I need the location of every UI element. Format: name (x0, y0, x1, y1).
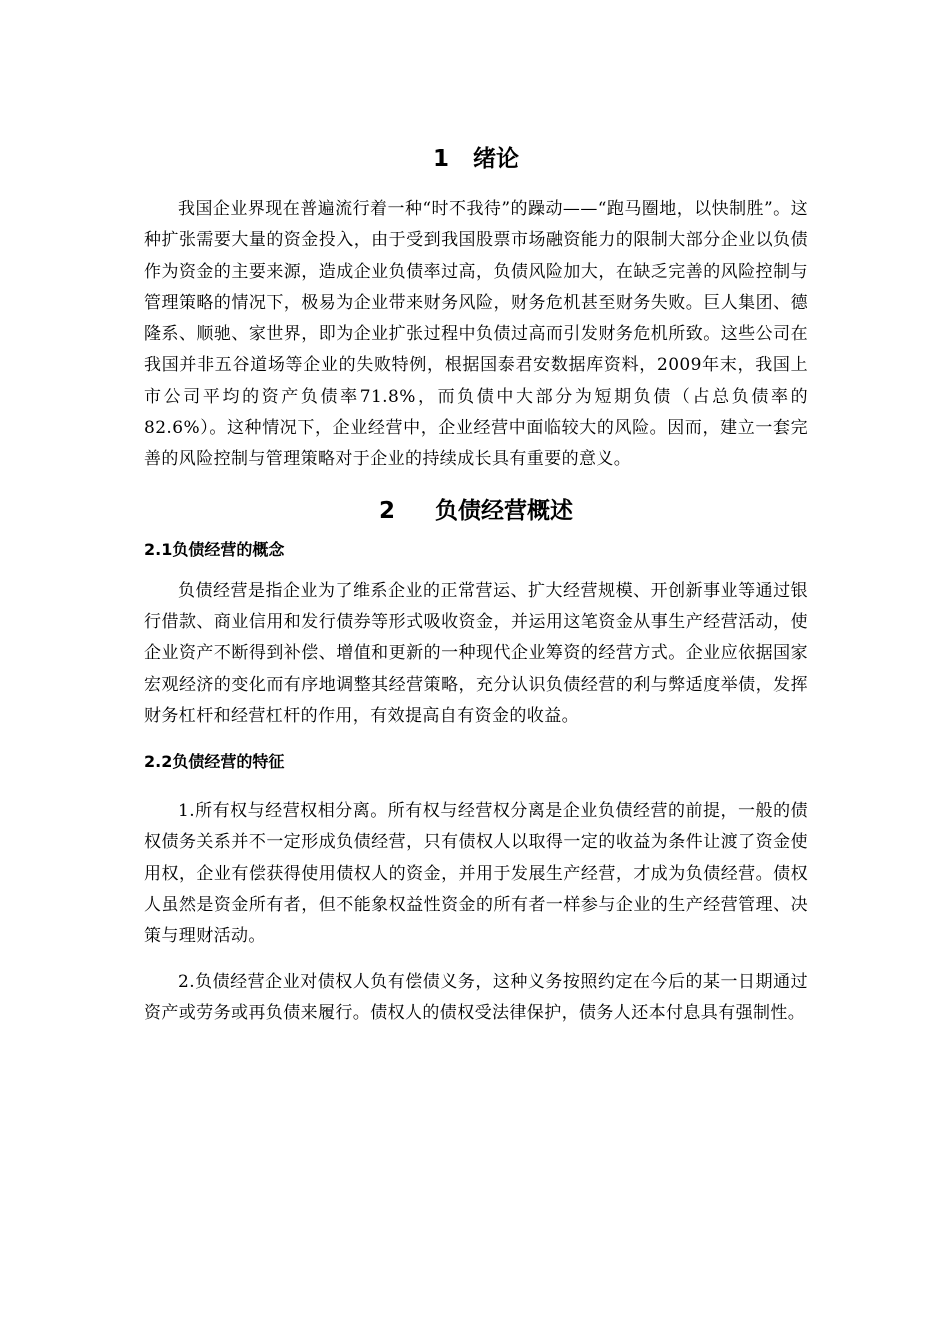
chapter-2-title (144, 490, 808, 532)
section-2-2-item-1: 1.所有权与经营权相分离。所有权与经营权分离是企业负债经营的前提，一般的债权债务关系并不一定形成负债经营，只有债权人以取得一定的收益为条件让渡了资金使用权，企业有偿获得使用债权人的资金，并用于发展生产经营，才成为负债经营。债权人虽然是资金所有者，但不能象权益性资金的所有者一样参与企业的生产经营管理、决策与理财活动。 (144, 801, 808, 947)
section-2-2-item-2: 2.负债经营企业对债权人负有偿债义务，这种义务按照约定在今后的某一日期通过资产或劳务或再负债来履行。债权人的债权受法律保护，债务人还本付息具有强制性。 (144, 971, 808, 1023)
document-page (144, 138, 808, 1029)
chapter-1-title-text: 绪论 (473, 146, 519, 172)
section-2-2-title: 2.2负债经营的特征 (144, 752, 285, 772)
chapter-1-title (144, 138, 808, 180)
chapter-2-number: 2 (378, 497, 395, 524)
chapter-1-number: 1 (432, 146, 449, 172)
section-2-1-title: 2.1负债经营的概念 (144, 539, 285, 559)
chapter-2-title-text: 负债经营概述 (435, 497, 573, 524)
section-2-1-paragraph: 负债经营是指企业为了维系企业的正常营运、扩大经营规模、开创新事业等通过银行借款、商业信用和发行债券等形式吸收资金，并运用这笔资金从事生产经营活动，使企业资产不断得到补偿、增值和更新的一种现代企业筹资的经营方式。企业应依据国家宏观经济的变化而有序地调整其经营策略，充分认识负债经营的利与弊适度举债，发挥财务杠杆和经营杠杆的作用，有效提高自有资金的收益。 (144, 580, 808, 726)
chapter-1-paragraph: 我国企业界现在普遍流行着一种“时不我待”的躁动——“跑马圈地，以快制胜”。这种扩张需要大量的资金投入，由于受到我国股票市场融资能力的限制大部分企业以负债作为资金的主要来源，造成企业负债率过高，负债风险加大，在缺乏完善的风险控制与管理策略的情况下，极易为企业带来财务风险，财务危机甚至财务失败。巨人集团、德隆系、顺驰、家世界，即为企业扩张过程中负债过高而引发财务危机所致。这些公司在我国并非五谷道场等企业的失败特例，根据国泰君安数据库资料，2009年末，我国上市公司平均的资产负债率71.8%，而负债中大部分为短期负债（占总负债率的82.6%）。这种情况下，企业经营中，企业经营中面临较大的风险。因而，建立一套完善的风险控制与管理策略对于企业的持续成长具有重要的意义。 (144, 199, 808, 470)
